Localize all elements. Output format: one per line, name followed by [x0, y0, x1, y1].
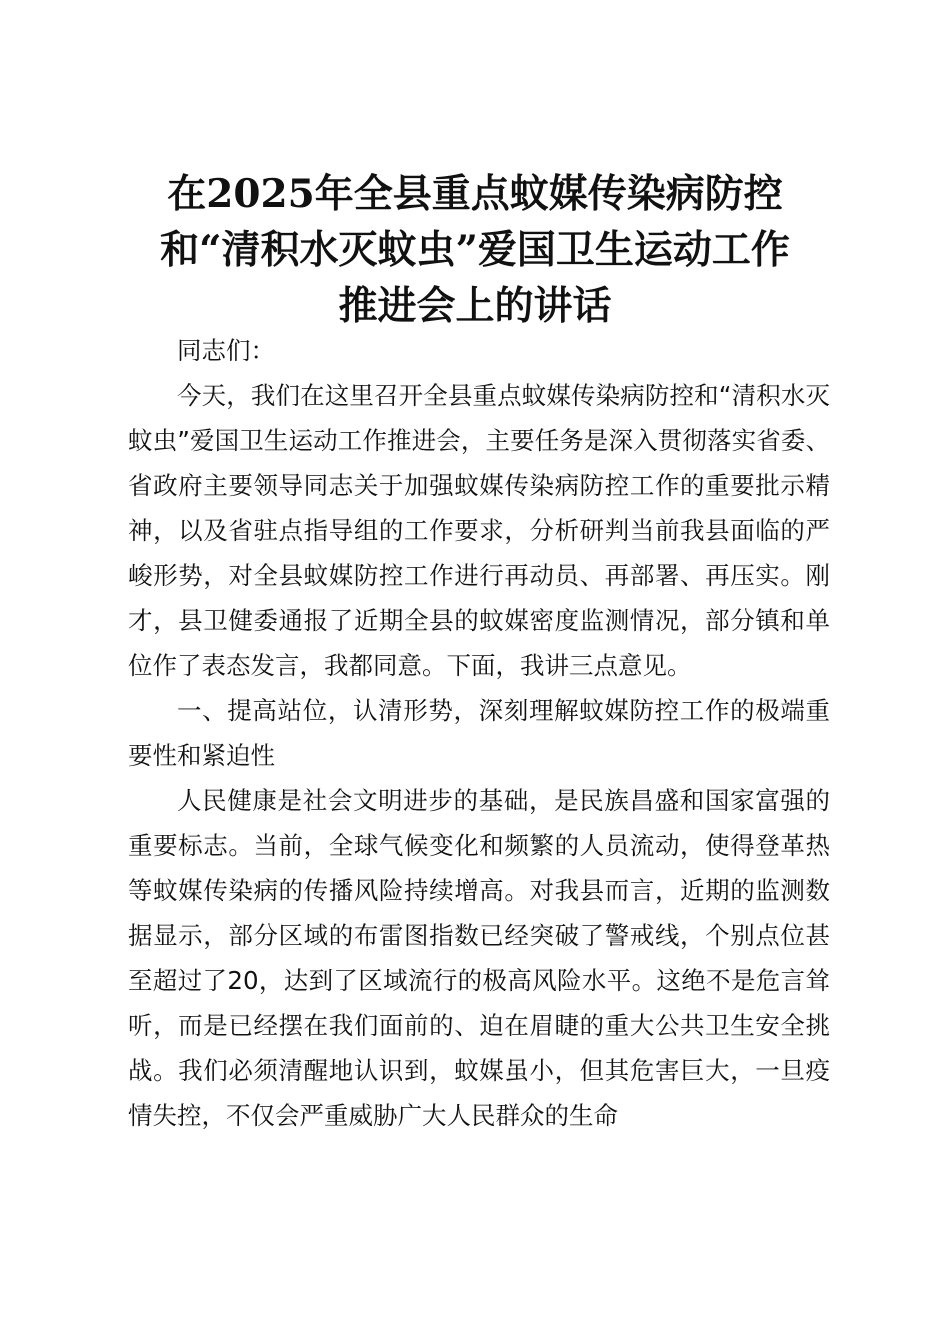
document-title [100, 166, 850, 334]
title-line-1: 在2025年全县重点蚊媒传染病防控 [167, 171, 783, 217]
title-line-2: 和“清积水灭蚊虫”爱国卫生运动工作 [160, 227, 790, 273]
body-paragraph: 今天，我们在这里召开全县重点蚊媒传染病防控和“清积水灭蚊虫”爱国卫生运动工作推进会，主要任务是深入贯彻落实省委、省政府主要领导同志关于加强蚊媒传染病防控工作的重要批示精神，以及省驻点指导组的工作要求，分析研判当前我县面临的严峻形势，对全县蚊媒防控工作进行再动员、再部署、再压实。刚才，县卫健委通报了近期全县的蚊媒密度监测情况，部分镇和单位作了表态发言，我都同意。下面，我讲三点意见。 [128, 381, 830, 680]
title-line-3: 推进会上的讲话 [338, 283, 612, 329]
section-heading: 一、提高站位，认清形势，深刻理解蚊媒防控工作的极端重要性和紧迫性 [128, 696, 830, 770]
section-paragraph: 人民健康是社会文明进步的基础，是民族昌盛和国家富强的重要标志。当前，全球气候变化和频繁的人员流动，使得登革热等蚊媒传染病的传播风险持续增高。对我县而言，近期的监测数据显示，部分区域的布雷图指数已经突破了警戒线，个别点位甚至超过了20，达到了区域流行的极高风险水平。这绝不是危言耸听，而是已经摆在我们面前的、迫在眉睫的重大公共卫生安全挑战。我们必须清醒地认识到，蚊媒虽小，但其危害巨大，一旦疫情失控，不仅会严重威胁广大人民群众的生命 [128, 786, 830, 1130]
document-body [128, 328, 830, 1138]
salutation: 同志们： [177, 336, 275, 365]
